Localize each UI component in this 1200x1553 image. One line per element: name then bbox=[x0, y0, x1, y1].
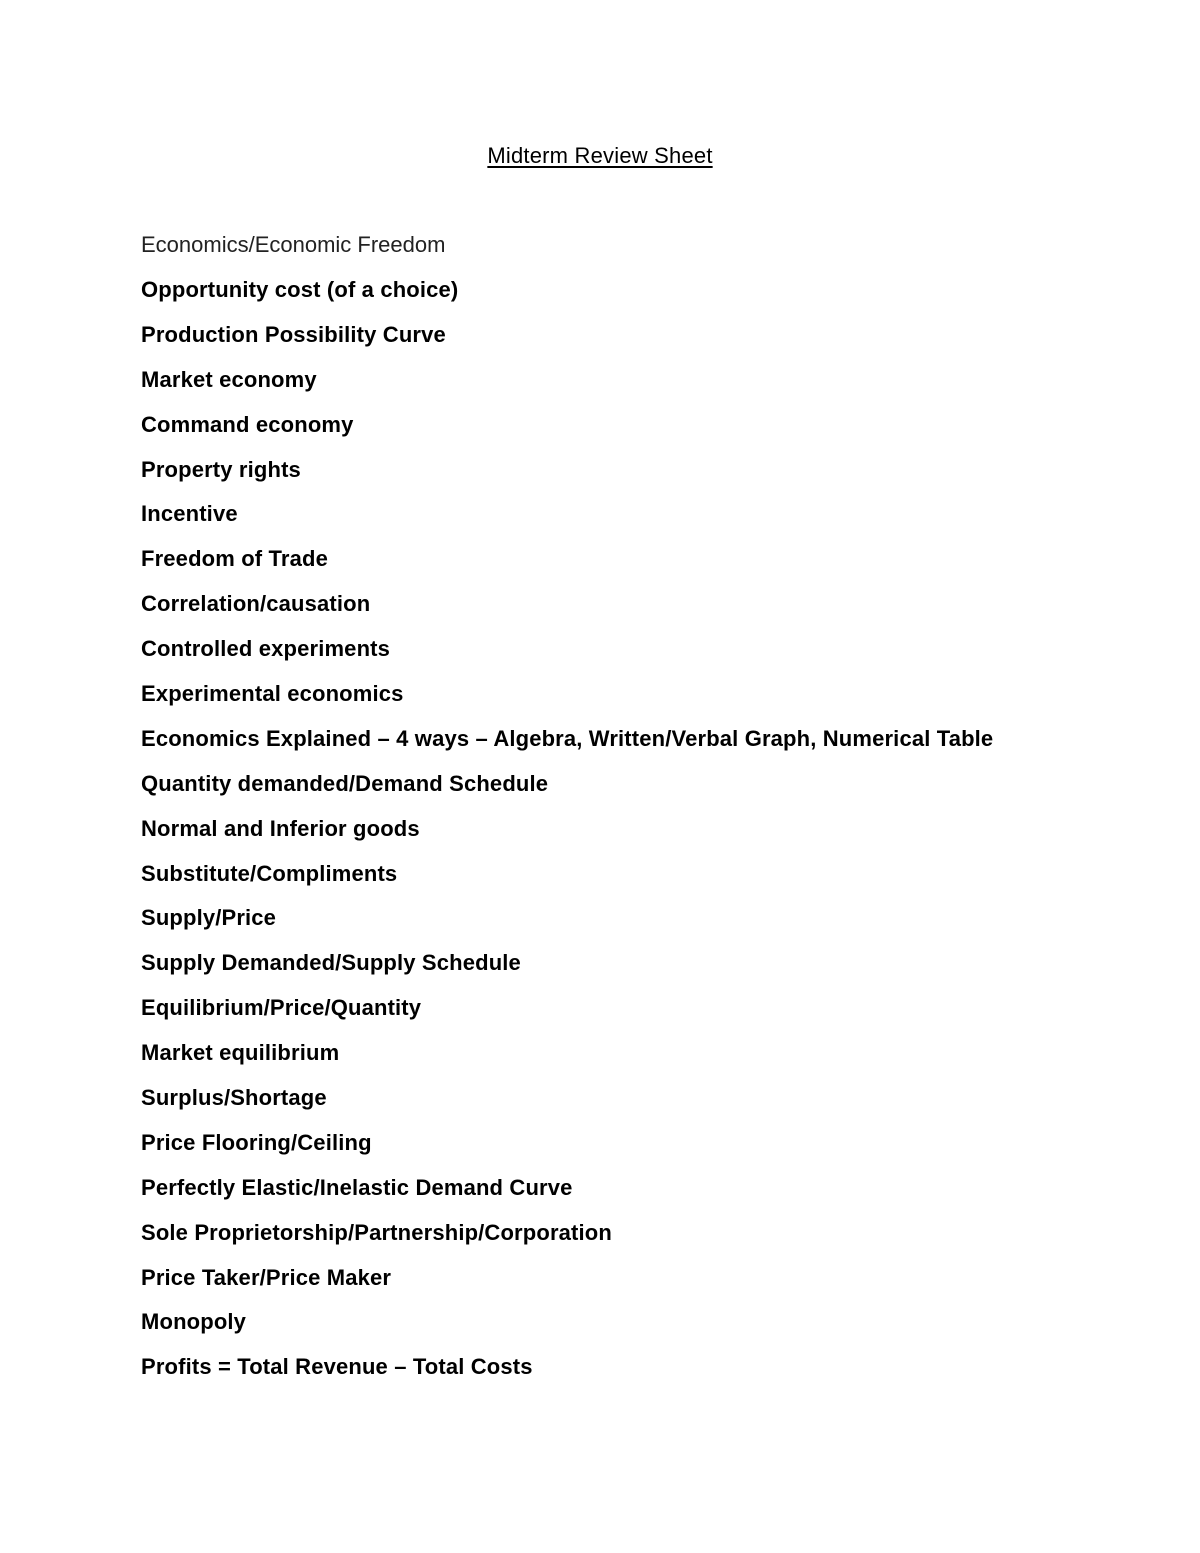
list-item: Monopoly bbox=[141, 1309, 247, 1335]
list-item: Correlation/causation bbox=[141, 591, 371, 617]
list-item: Profits = Total Revenue – Total Costs bbox=[141, 1354, 533, 1380]
list-item: Price Taker/Price Maker bbox=[141, 1264, 392, 1290]
term-list bbox=[141, 275, 993, 1397]
list-item: Experimental economics bbox=[141, 681, 404, 707]
list-item: Surplus/Shortage bbox=[141, 1085, 327, 1111]
list-item: Freedom of Trade bbox=[141, 546, 328, 572]
list-item: Supply Demanded/Supply Schedule bbox=[141, 950, 521, 976]
list-item: Controlled experiments bbox=[141, 636, 391, 662]
list-item: Property rights bbox=[141, 456, 301, 482]
list-item: Market equilibrium bbox=[141, 1040, 340, 1066]
list-item: Market economy bbox=[141, 366, 317, 392]
list-item: Economics Explained – 4 ways – Algebra, Written/Verbal Graph, Numerical Table bbox=[141, 725, 994, 751]
list-item: Perfectly Elastic/Inelastic Demand Curve bbox=[141, 1174, 573, 1200]
list-item: Normal and Inferior goods bbox=[141, 815, 420, 841]
list-item: Equilibrium/Price/Quantity bbox=[141, 995, 422, 1021]
section-heading: Economics/Economic Freedom bbox=[141, 232, 446, 257]
list-item: Production Possibility Curve bbox=[141, 321, 446, 347]
list-item: Quantity demanded/Demand Schedule bbox=[141, 770, 549, 796]
list-item: Price Flooring/Ceiling bbox=[141, 1129, 372, 1155]
list-item: Sole Proprietorship/Partnership/Corporation bbox=[141, 1219, 612, 1245]
list-item: Incentive bbox=[141, 501, 238, 527]
list-item: Command economy bbox=[141, 411, 354, 437]
list-item: Supply/Price bbox=[141, 905, 277, 931]
list-item: Opportunity cost (of a choice) bbox=[141, 277, 459, 302]
page-title: Midterm Review Sheet bbox=[487, 143, 713, 168]
list-item: Substitute/Compliments bbox=[141, 860, 398, 886]
